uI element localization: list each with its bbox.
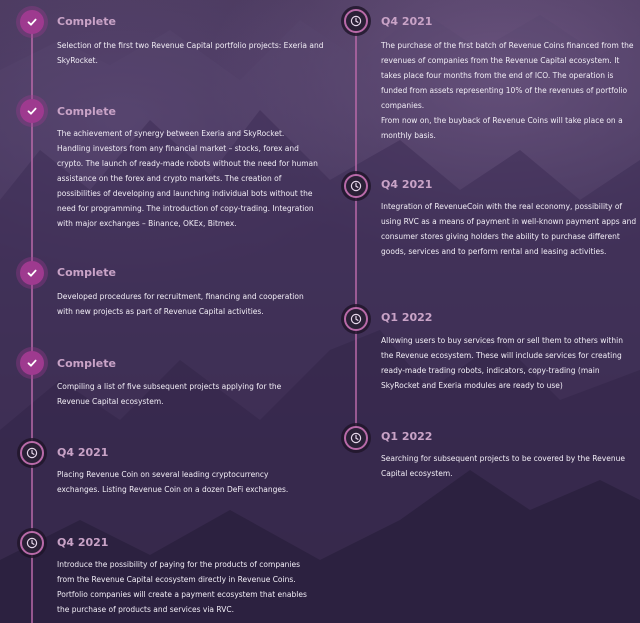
entry-description-continued: From now on, the buyback of Revenue Coins will take place on a monthly basis. <box>381 116 623 140</box>
pending-marker <box>20 531 44 555</box>
entry-title: Q4 2021 <box>381 15 433 28</box>
entry-description: Introduce the possibility of paying for the products of companies from the Revenue Capital ecosystem directly in Revenue Coins. Portfolio companies will create a payment ecosystem that enables the purchase of products and services via RVC. <box>57 560 307 614</box>
clock-icon <box>350 432 362 444</box>
entry-description: Selection of the first two Revenue Capital portfolio projects: Exeria and SkyRocket. <box>57 41 324 65</box>
checkmark-icon <box>26 267 38 279</box>
entry-title: Q4 2021 <box>57 536 109 549</box>
clock-icon <box>26 537 38 549</box>
entry-description: Integration of RevenueCoin with the real economy, possibility of using RVC as a means of payment in well-known payment apps and consumer stores giving holders the ability to purchase different goods, services and to perform rental and leasing activities. <box>381 202 637 256</box>
entry-title: Complete <box>57 105 116 118</box>
entry-title: Q4 2021 <box>57 446 109 459</box>
entry-description: The achievement of synergy between Exeria and SkyRocket. Handling investors from any financial market – stocks, forex and crypto. The launch of ready-made robots without the need for human assistance on the forex and crypto markets. The creation of possibilities of developing and launching individual bots without the need for programming. The introduction of copy-trading. Integration with major exchanges – Binance, OKEx, Bitmex. <box>57 129 318 228</box>
pending-marker <box>344 426 368 450</box>
complete-marker <box>20 99 44 123</box>
entry-description: Developed procedures for recruitment, financing and cooperation with new projects as part of Revenue Capital activities. <box>57 292 304 316</box>
entry-title: Q1 2022 <box>381 430 433 443</box>
entry-title: Complete <box>57 15 116 28</box>
complete-marker <box>20 351 44 375</box>
checkmark-icon <box>26 105 38 117</box>
pending-marker <box>344 307 368 331</box>
checkmark-icon <box>26 16 38 28</box>
pending-marker <box>344 9 368 33</box>
clock-icon <box>350 15 362 27</box>
entry-description: Searching for subsequent projects to be covered by the Revenue Capital ecosystem. <box>381 454 625 478</box>
entry-title: Complete <box>57 357 116 370</box>
entry-description: Placing Revenue Coin on several leading cryptocurrency exchanges. Listing Revenue Coin on a dozen DeFi exchanges. <box>57 470 289 494</box>
entry-title: Q1 2022 <box>381 311 433 324</box>
entry-description: Allowing users to buy services from or sell them to others within the Revenue ecosystem. These will include services for creating ready-made trading robots, indicators, copy-trading (main SkyRocket and Exeria modules are ready to use) <box>381 336 623 390</box>
timeline-line-right <box>355 20 357 440</box>
clock-icon <box>350 313 362 325</box>
entry-title: Q4 2021 <box>381 178 433 191</box>
entry-description: The purchase of the first batch of Revenue Coins financed from the revenues of companies from the Revenue Capital ecosystem. It takes place four months from the end of ICO. The operation is funded from assets representing 10% of the revenues of portfolio companies. <box>381 41 634 110</box>
entry-title: Complete <box>57 266 116 279</box>
entry-description: Compiling a list of five subsequent projects applying for the Revenue Capital ecosystem. <box>57 382 282 406</box>
complete-marker <box>20 10 44 34</box>
pending-marker <box>20 441 44 465</box>
clock-icon <box>26 447 38 459</box>
complete-marker <box>20 261 44 285</box>
pending-marker <box>344 174 368 198</box>
checkmark-icon <box>26 357 38 369</box>
clock-icon <box>350 180 362 192</box>
